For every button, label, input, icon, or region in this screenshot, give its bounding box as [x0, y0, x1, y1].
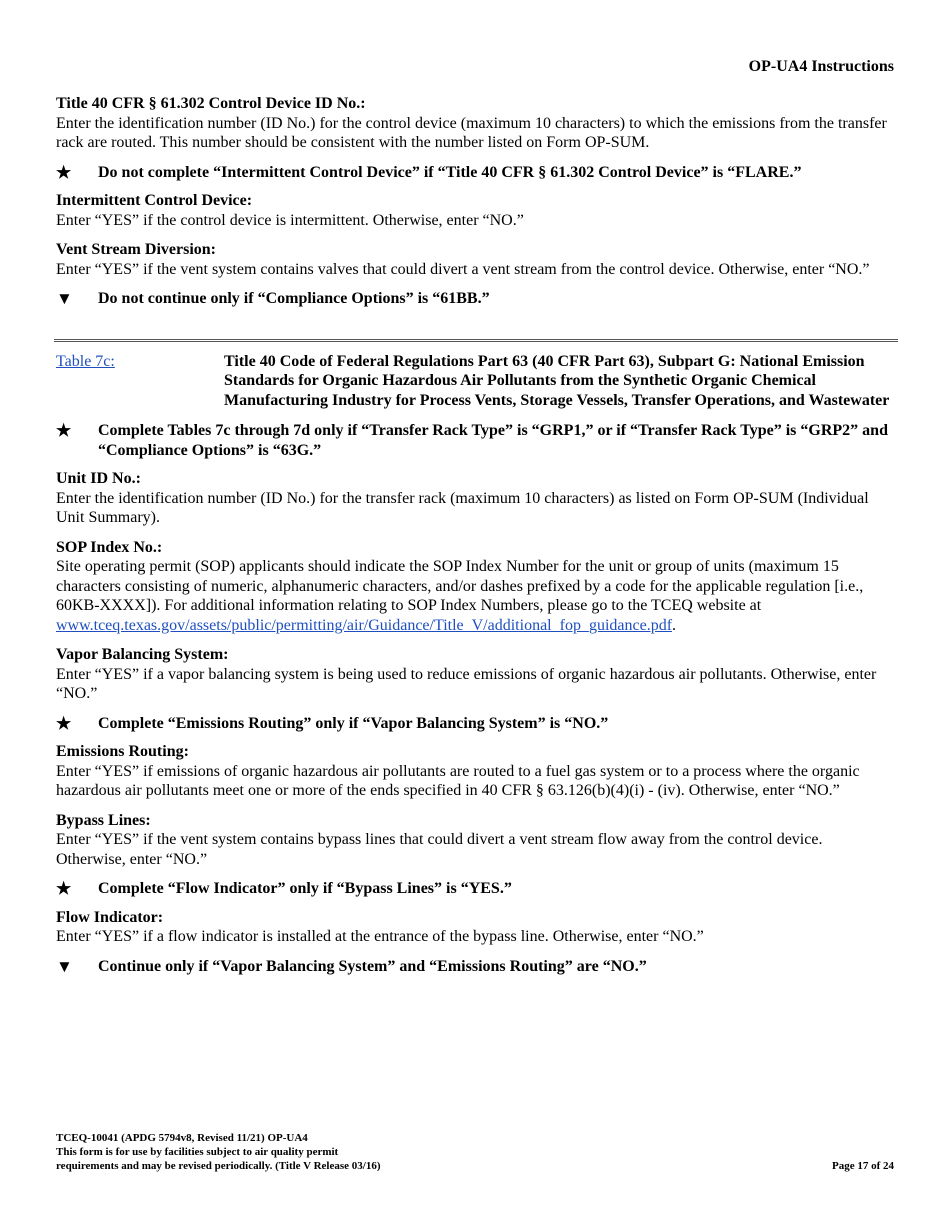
- note-text: Complete “Flow Indicator” only if “Bypass Lines” is “YES.”: [98, 880, 512, 897]
- field-control-device: [56, 94, 896, 153]
- page-number: Page 17 of 24: [831, 1160, 894, 1172]
- triangle-down-icon: ▼: [56, 289, 73, 308]
- footer-form-info: [56, 1131, 380, 1173]
- footer-line: This form is for use by facilities subject to air quality permit: [56, 1146, 339, 1158]
- field-description: Enter the identification number (ID No.) for the control device (maximum 10 characters) to which the emissions from the transfer rack are routed. This number should be consistent with the number listed on Form OP-SUM.: [56, 114, 887, 151]
- field-flow-indicator: [56, 908, 896, 947]
- instruction-note: [56, 289, 896, 309]
- field-title: Intermittent Control Device:: [56, 192, 253, 209]
- sop-description-end: .: [672, 616, 677, 634]
- field-description: Enter “YES” if emissions of organic hazardous air pollutants are routed to a fuel gas system or to a process where the organic hazardous air pollutants meet one or more of the ends specified in 40 CFR § 63.126(b)(4)(i) - (iv). Otherwise, enter “NO.”: [56, 762, 860, 799]
- star-icon: ★: [56, 713, 72, 733]
- instruction-note: [56, 421, 896, 460]
- footer-line: requirements and may be revised periodically. (Title V Release 03/16): [56, 1160, 381, 1172]
- field-sop-index: [56, 538, 896, 636]
- triangle-down-icon: ▼: [56, 956, 73, 976]
- note-text: Do not continue only if “Compliance Options” is “61BB.”: [98, 290, 490, 307]
- note-text: Do not complete “Intermittent Control Device” if “Title 40 CFR § 61.302 Control Device” is “FLARE.”: [98, 163, 802, 181]
- field-title: SOP Index No.:: [56, 538, 163, 556]
- star-icon: ★: [56, 879, 72, 898]
- field-title: Bypass Lines:: [56, 811, 151, 829]
- page-header-title: OP-UA4 Instructions: [748, 58, 894, 75]
- field-description: Enter “YES” if the control device is intermittent. Otherwise, enter “NO.”: [56, 211, 524, 229]
- section-divider: [54, 339, 898, 342]
- instruction-note: [56, 163, 896, 183]
- instruction-note: [56, 957, 896, 977]
- field-unit-id: [56, 469, 896, 528]
- field-title: Unit ID No.:: [56, 470, 141, 487]
- field-vapor-balancing-system: [56, 645, 896, 704]
- field-title: Flow Indicator:: [56, 908, 164, 926]
- tceq-guidance-link[interactable]: www.tceq.texas.gov/assets/public/permitting/air/Guidance/Title_V/additional_fop_guidance.pdf: [56, 616, 673, 634]
- field-title: Emissions Routing:: [56, 743, 189, 760]
- note-text: Complete “Emissions Routing” only if “Vapor Balancing System” is “NO.”: [98, 714, 609, 732]
- instruction-note: [56, 714, 896, 734]
- star-icon: ★: [56, 162, 72, 182]
- instruction-note: [56, 879, 896, 899]
- field-title: Vent Stream Diversion:: [56, 241, 216, 258]
- sop-description-text: Site operating permit (SOP) applicants should indicate the SOP Index Number for the unit or group of units (maximum 15 characters consisting of numeric, alphanumeric characters, and/or dashes prefixed by a code for the applicable regulation [i.e., 60KB-XXXX]). For additional information relating to SOP Index Numbers, please go to the TCEQ website at: [56, 558, 864, 614]
- field-vent-stream-diversion: [56, 240, 896, 279]
- field-bypass-lines: [56, 811, 896, 870]
- field-description: Enter “YES” if a flow indicator is installed at the entrance of the bypass line. Otherwise, enter “NO.”: [56, 928, 704, 945]
- table-7c-header: [56, 352, 896, 411]
- star-icon: ★: [56, 421, 72, 440]
- footer-line: TCEQ-10041 (APDG 5794v8, Revised 11/21) OP-UA4: [56, 1132, 308, 1144]
- field-description: [56, 557, 896, 635]
- page-footer: [56, 1131, 894, 1173]
- field-description: Enter the identification number (ID No.) for the transfer rack (maximum 10 characters) as listed on Form OP-SUM (Individual Unit Summary).: [56, 489, 869, 526]
- note-text: Continue only if “Vapor Balancing System” and “Emissions Routing” are “NO.”: [98, 957, 647, 975]
- table-7c-title: Title 40 Code of Federal Regulations Part 63 (40 CFR Part 63), Subpart G: National Emission Standards for Organic Hazardous Air Pollutants from the Synthetic Organic Chemical Manufacturing Industry for Process Vents, Storage Vessels, Transfer Operations, and Wastewater: [224, 352, 890, 409]
- field-description: Enter “YES” if a vapor balancing system is being used to reduce emissions of organic hazardous air pollutants. Otherwise, enter “NO.”: [56, 665, 877, 702]
- note-text: Complete Tables 7c through 7d only if “Transfer Rack Type” is “GRP1,” or if “Transfer Rack Type” is “GRP2” and “Compliance Options” is “63G.”: [98, 422, 888, 459]
- field-emissions-routing: [56, 742, 896, 801]
- field-intermittent-control-device: [56, 191, 896, 230]
- field-title: Vapor Balancing System:: [56, 646, 229, 663]
- field-description: Enter “YES” if the vent system contains bypass lines that could divert a vent stream flow away from the control device. Otherwise, enter “NO.”: [56, 831, 823, 868]
- field-title: Title 40 CFR § 61.302 Control Device ID No.:: [56, 95, 366, 112]
- document-body: [56, 94, 896, 985]
- field-description: Enter “YES” if the vent system contains valves that could divert a vent stream from the control device. Otherwise, enter “NO.”: [56, 260, 870, 278]
- table-7c-link[interactable]: Table 7c:: [56, 352, 115, 370]
